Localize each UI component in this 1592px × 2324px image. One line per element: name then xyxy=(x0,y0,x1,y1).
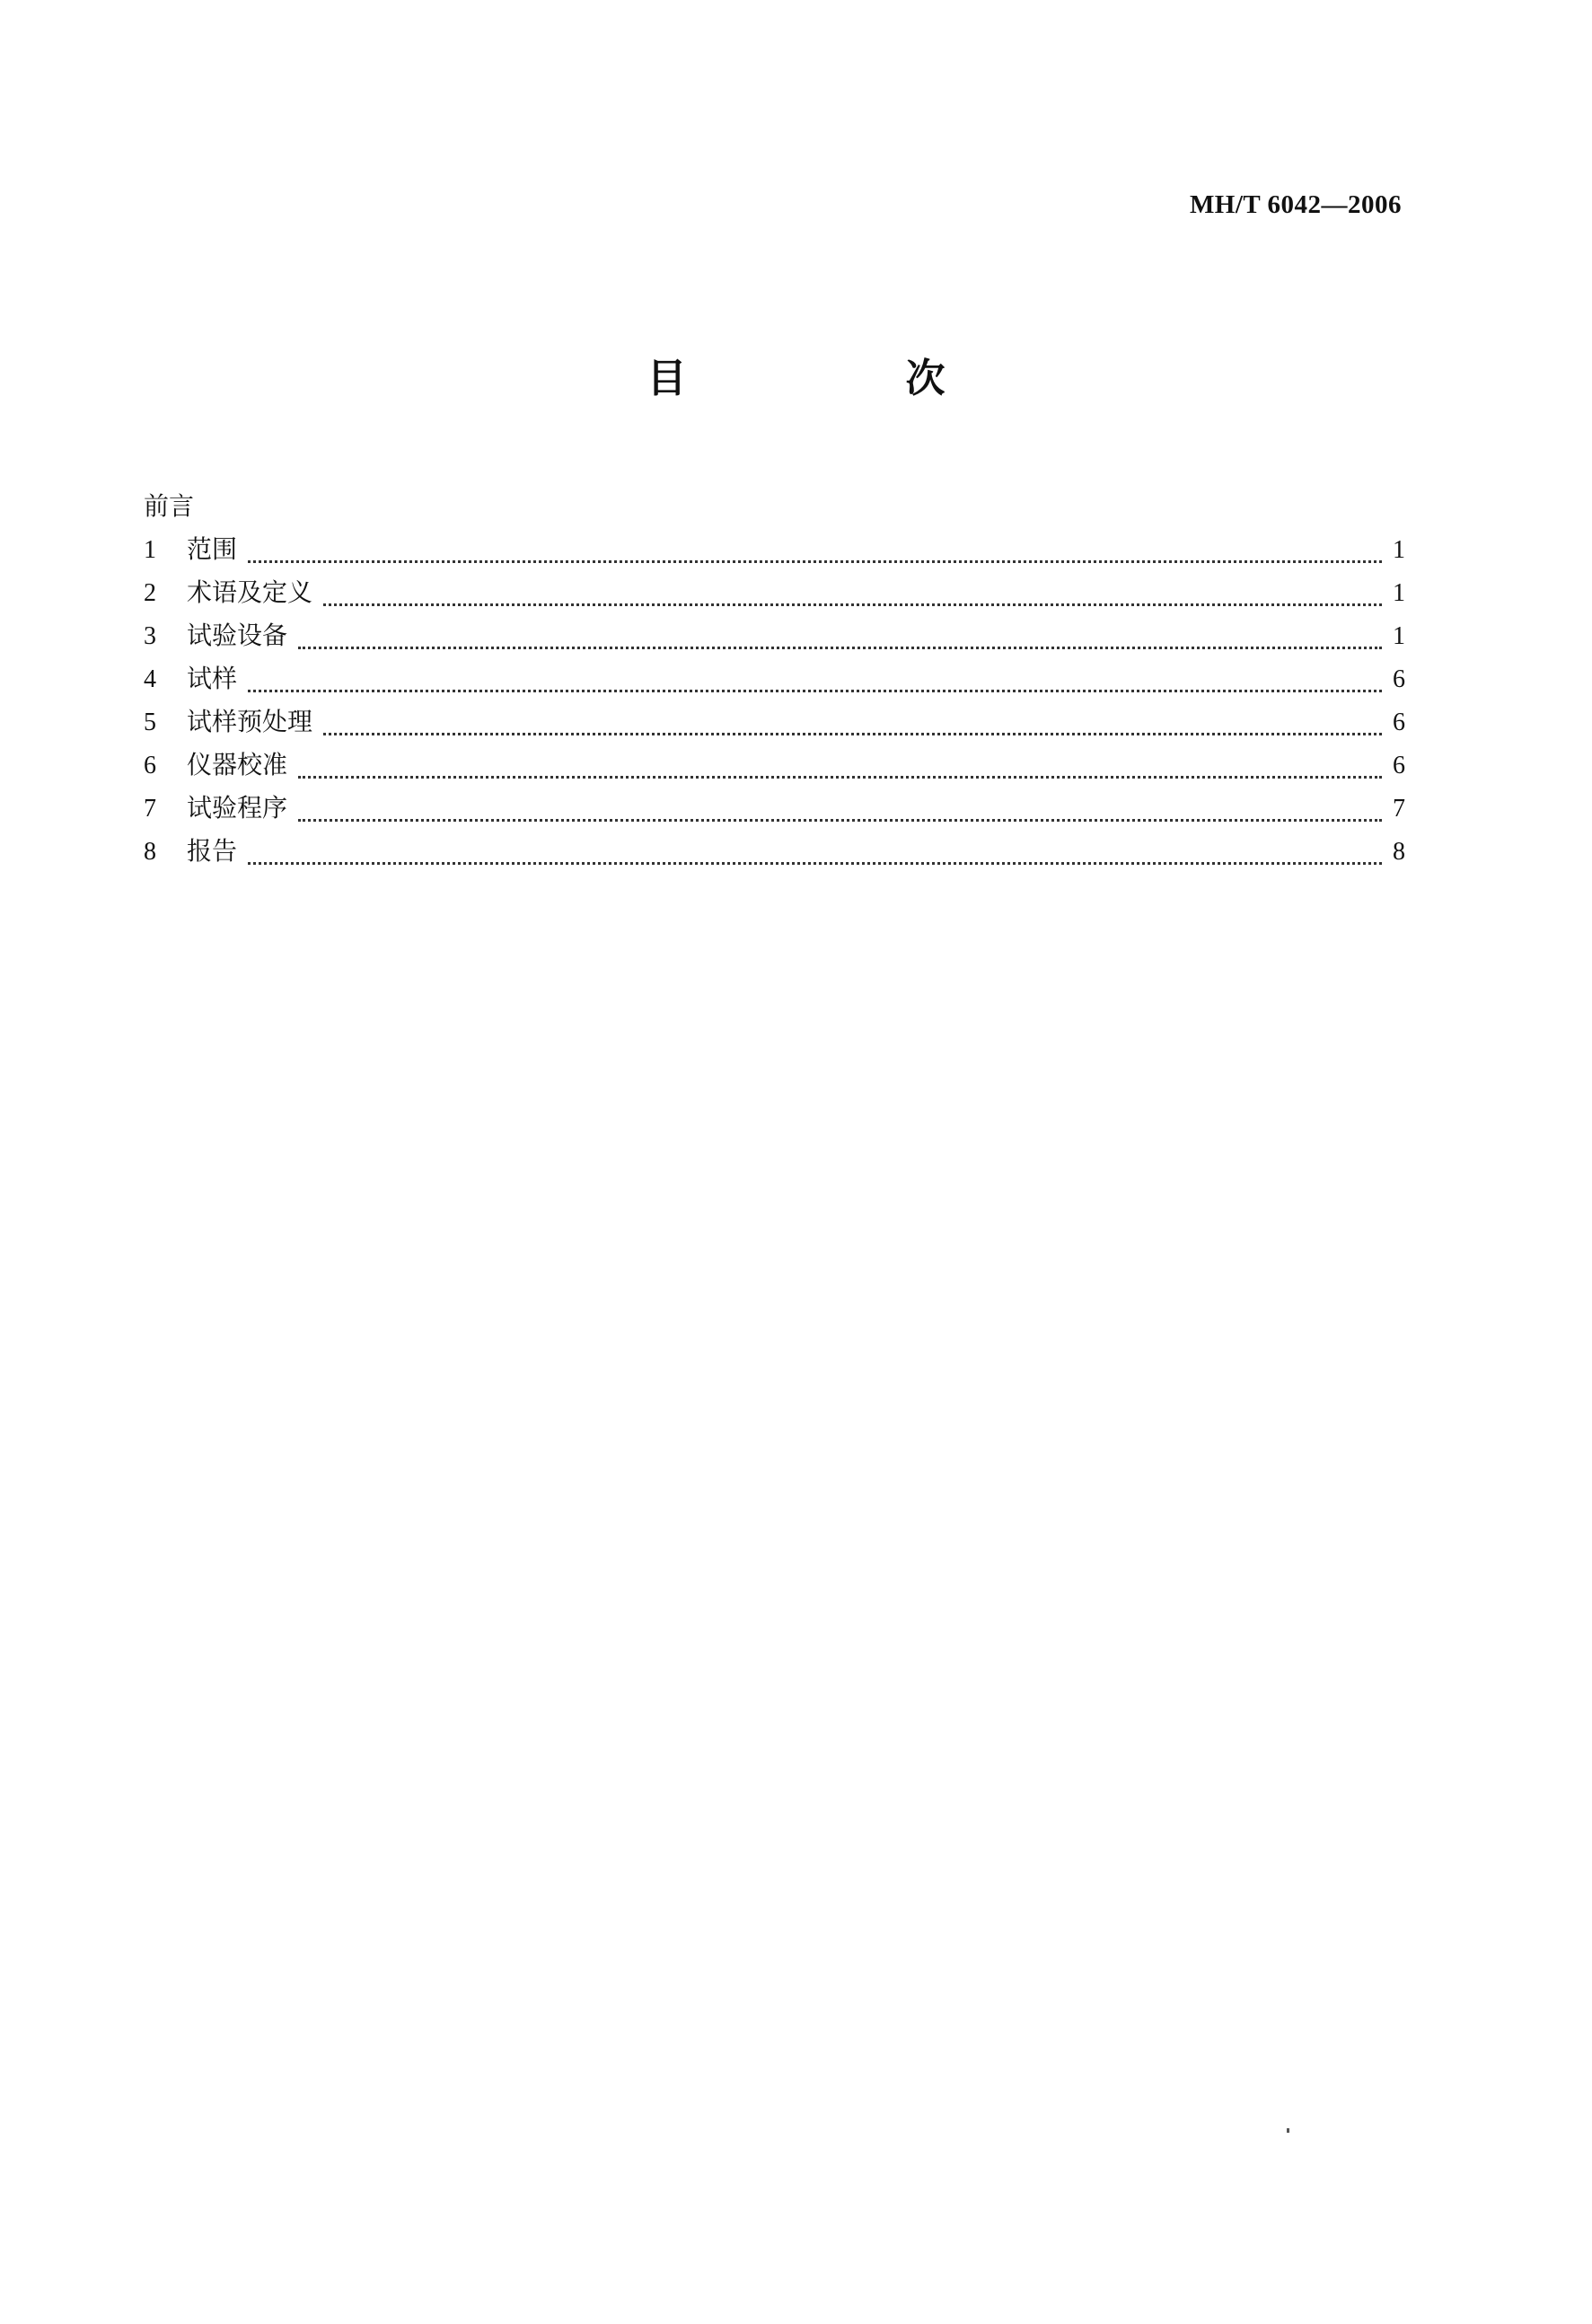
toc-entry-label: 术语及定义 xyxy=(187,577,313,607)
toc-entry[interactable] xyxy=(144,744,1405,787)
toc-entry-number: 2 xyxy=(144,579,156,607)
toc-dot-leader xyxy=(248,862,1382,865)
toc-dot-leader xyxy=(323,733,1382,735)
toc-dot-leader xyxy=(298,819,1382,822)
toc-entry-page: 6 xyxy=(1393,752,1405,779)
toc-entry-label: 试样 xyxy=(187,664,238,693)
toc-entry-number: 6 xyxy=(144,752,156,779)
toc-entry-page: 7 xyxy=(1393,795,1405,823)
table-of-contents xyxy=(144,485,1405,873)
page-title: 目 次 xyxy=(646,356,1035,401)
toc-entry-number: 8 xyxy=(144,838,156,866)
toc-entry-page: 1 xyxy=(1393,536,1405,564)
toc-entry[interactable] xyxy=(144,657,1405,700)
toc-entry-label: 试验设备 xyxy=(187,621,288,650)
toc-dot-leader xyxy=(248,560,1382,563)
toc-entry-page: 6 xyxy=(1393,665,1405,693)
toc-entry[interactable] xyxy=(144,614,1405,657)
toc-dot-leader xyxy=(298,776,1382,779)
toc-dot-leader xyxy=(323,603,1382,606)
toc-entry-number: 3 xyxy=(144,622,156,650)
toc-entry[interactable] xyxy=(144,830,1405,873)
standard-code: MH/T 6042—2006 xyxy=(1189,190,1402,219)
toc-entry-label: 试样预处理 xyxy=(187,707,313,736)
toc-entry[interactable] xyxy=(144,571,1405,614)
toc-entry[interactable] xyxy=(144,787,1405,830)
toc-entry-page: 1 xyxy=(1393,622,1405,650)
toc-entry-label: 试验程序 xyxy=(187,793,288,823)
toc-entry-label: 范围 xyxy=(187,534,238,564)
toc-foreword[interactable]: 前言 xyxy=(144,491,195,521)
toc-entry-label: 报告 xyxy=(187,836,238,866)
toc-dot-leader xyxy=(248,690,1382,692)
toc-dot-leader xyxy=(298,647,1382,649)
toc-entry-label: 仪器校准 xyxy=(187,750,288,779)
toc-entry-page: 8 xyxy=(1393,838,1405,866)
toc-entry-number: 1 xyxy=(144,536,156,564)
toc-entry[interactable] xyxy=(144,528,1405,571)
scan-speck xyxy=(1287,2128,1289,2133)
toc-entry-number: 4 xyxy=(144,665,156,693)
toc-entry-page: 6 xyxy=(1393,709,1405,736)
toc-entry-number: 7 xyxy=(144,795,156,823)
toc-entry-number: 5 xyxy=(144,709,156,736)
toc-entry[interactable] xyxy=(144,700,1405,744)
toc-entry-page: 1 xyxy=(1393,579,1405,607)
